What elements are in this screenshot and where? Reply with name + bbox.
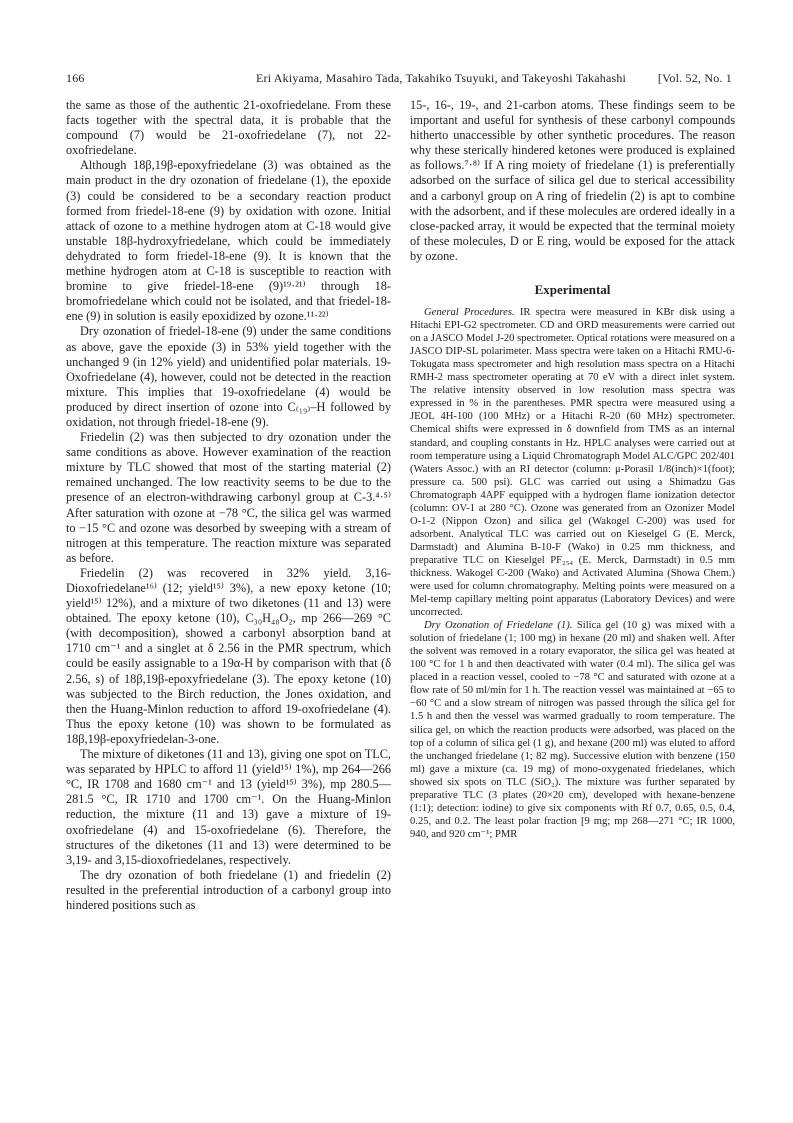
paragraph: The dry ozonation of both friedelane (1) and friedelin (2) resulted in the preferential introduction of a carbonyl group into hindered positions such as <box>66 867 391 912</box>
paragraph-general-procedures <box>410 306 735 619</box>
paragraph-text: IR spectra were measured in KBr disk using a Hitachi EPI-G2 spectrometer. CD and ORD measurements were carried out on a JASCO Model J-20 spectrometer. Optical rotations were measured on a JASCO DIP-SL polarimeter. Mass spectra were taken on a Hitachi RMU-6-Tokugata mass spectrometer and high resolution mass spectra on a Hitachi RMH-2 mass spectrometer operating at 70 eV with a direct inlet system. The relative intensity observed in low resolution mass spectra was expressed in % in the parentheses. PMR spectra were measured using a JEOL 4H-100 (100 MHz) or a Hitachi R-20 (60 MHz) spectrometer. Chemical shifts were expressed in δ downfield from TMS as an internal standard, and coupling constants in Hz. HPLC analyses were carried out at room temperature using a Liquid Chromatograph Model ALC/GPC 202/401 (Waters Assoc.) with an RI detector (column: μ-Porasil 1/8(inch)×1(foot); pressure ca. 500 psi). GLC was carried out using a Shimadzu Gas Chromatograph 4APF equipped with a hydrogen flame ionization detector (column: OV-1 at 280 °C). Ozone was generated from an Ozonizer Model O-1-2 (Nippon Ozon) and silica gel (Wakogel C-200) was used for adsorbent. Analytical TLC was carried out on Kieselgel G (E. Merck, Darmstadt) and Alumina B-10-F (Wako) in 0.25 mm thickness, and preparative TLC on Kieselgel PF₂₅₄ (E. Merck, Darmstadt) in 0.5 mm thickness. Wakogel C-200 (Wako) and Activated Alumina (Showa Chem.) were used for column chromatography. Melting points were measured on a Mel-temp capillary melting point apparatus (Laboratory Devices) and were uncorrected. <box>410 307 736 619</box>
right-column <box>410 98 735 841</box>
run-in-heading: Dry Ozonation of Friedelane (1). <box>424 620 573 632</box>
paragraph-text: Silica gel (10 g) was mixed with a solution of friedelane (1; 100 mg) in hexane (20 ml) and shaken well. After the solvent was removed in a rotary evaporator, the silica gel was heated at 100 °C for 1 h and then deactivated with water (0.4 ml). The silica gel was placed in a reaction vessel, cooled to −78 °C and saturated with ozone at a flow rate of 50 ml/min for 1 h. The reaction vessel was maintained at −65 to −60 °C and a slow stream of nitrogen was passed through the silica gel for 1.5 h and then the vessel was warmed gradually to room temperature. The silica gel, on which the reaction products were adsorbed, was placed on the top of a column of silica gel (1 g), and hexane (200 ml) was eluted to afford the unchanged friedelane (1; 82 mg). Successive elution with benzene (150 ml) gave a mixture (ca. 19 mg) of mono-oxygenated friedelanes, which showed six spots on TLC (SiO₂). The mixture was further separated by preparative TLC (3 plates (20×20 cm), developed with hexane-benzene (1:1); detection: iodine) to give six components with Rf 0.7, 0.65, 0.5, 0.4, 0.25, and 0.2. The least polar fraction [9 mg; mp 268—271 °C; IR 1000, 940, and 920 cm⁻¹; PMR <box>410 620 735 840</box>
paragraph: Friedelin (2) was recovered in 32% yield. 3,16-Dioxofriedelane¹⁶⁾ (12; yield¹⁵⁾ 3%), a new epoxy ketone (10; yield¹⁵⁾ 12%), and a mixture of two diketones (11 and 13) were obtained. The epoxy ketone (10), C₃₀H₄₈O₂, mp 266—269 °C (with decomposition), showed a carbonyl absorption band at 1710 cm⁻¹ and a singlet at δ 2.56 in the PMR spectrum, which could be easily assignable to a 19α-H by comparison with that (δ 2.56, s) of 18β,19β-epoxyfriedelane (3). The epoxy ketone (10) was subjected to the Birch reduction, the Jones oxidation, and then the Huang-Minlon reduction to afford 19-oxofriedelane (4). Thus the epoxy ketone (10) was shown to be formulated as 18β,19β-epoxyfriedelan-3-one. <box>66 565 391 746</box>
left-column <box>66 98 391 913</box>
paragraph-dry-ozonation <box>410 619 735 841</box>
run-in-heading: General Procedures. <box>424 307 515 319</box>
paragraph: the same as those of the authentic 21-oxofriedelane. From these facts together with the spectral data, it is probable that the compound (7) would be 21-oxofriedelane (7), not 22-oxofriedelane. <box>66 98 391 158</box>
running-header <box>66 71 732 89</box>
paragraph: Friedelin (2) was then subjected to dry ozonation under the same conditions as above. However examination of the reaction mixture by TLC showed that most of the starting material (2) remained unchanged. The low reactivity seems to be due to the presence of an electron-withdrawing carbonyl group at C-3.⁴·⁵⁾ After saturation with ozone at −78 °C, the silica gel was warmed to −15 °C and ozone was desorbed by sweeping with a stream of nitrogen at this temperature. The reaction mixture was separated as before. <box>66 430 391 565</box>
page-number: 166 <box>66 71 85 85</box>
paragraph: Dry ozonation of friedel-18-ene (9) under the same conditions as above, gave the epoxide (3) in 53% yield together with the unchanged 9 (in 12% yield) and unidentified polar materials. 19-Oxofriedelane (4), however, could not be detected in the reaction mixture. This implies that 19-oxofriedelane (4) would be produced by direct insertion of ozone into C₍₁₉₎–H followed by oxidation, not through friedel-18-ene (9). <box>66 324 391 429</box>
paragraph: Although 18β,19β-epoxyfriedelane (3) was obtained as the main product in the dry ozonation of friedelane (1), the epoxide (3) could be considered to be a secondary reaction product formed from friedel-18-ene (9) by oxidation with ozone. Initial attack of ozone to a methine hydrogen atom at C-18 would give unstable 18β-hydroxyfriedelane, which could be immediately dehydrated to form friedel-18-ene (9). It is known that the methine hydrogen atom at C-18 is susceptible to reaction with bromine to give friedel-18-ene (9)¹⁹·²¹⁾ through 18-bromofriedelane which could not be isolated, and that friedel-18-ene (9) in solution is easily epoxidized by ozone.¹¹·²²⁾ <box>66 158 391 324</box>
journal-volume: [Vol. 52, No. 1 <box>657 71 732 85</box>
paragraph: 15-, 16-, 19-, and 21-carbon atoms. These findings seem to be important and useful for synthesis of these carbonyl compounds hitherto unaccessible by other synthetic procedures. The reason why these sterically hindered ketones were produced is explained as follows.⁷·⁸⁾ If A ring moiety of friedelane (1) is preferentially adsorbed on the surface of silica gel due to sterical accessibility and a carbonyl group on A ring of friedelin (2) is apt to combine with the adsorbent, and if these molecules are ordered ideally in a close-packed array, it would be expected that the terminal moiety of these molecules, D or E ring, would be exposed for the attack by ozone. <box>410 98 735 263</box>
section-title-experimental: Experimental <box>534 282 611 298</box>
running-authors: Eri Akiyama, Masahiro Tada, Takahiko Tsuyuki, and Takeyoshi Takahashi <box>256 71 627 85</box>
paragraph: The mixture of diketones (11 and 13), giving one spot on TLC, was separated by HPLC to afford 11 (yield¹⁵⁾ 1%), mp 264—266 °C, IR 1708 and 1680 cm⁻¹ and 13 (yield¹⁵⁾ 3%), mp 280.5—281.5 °C, IR 1710 and 1700 cm⁻¹. On the Huang-Minlon reduction, the mixture (11 and 13) gave a mixture of 19-oxofriedelane (4) and 15-oxofriedelane (6). Therefore, the structures of the diketones (11 and 13) were determined to be 3,19- and 3,15-dioxofriedelanes, respectively. <box>66 747 391 867</box>
